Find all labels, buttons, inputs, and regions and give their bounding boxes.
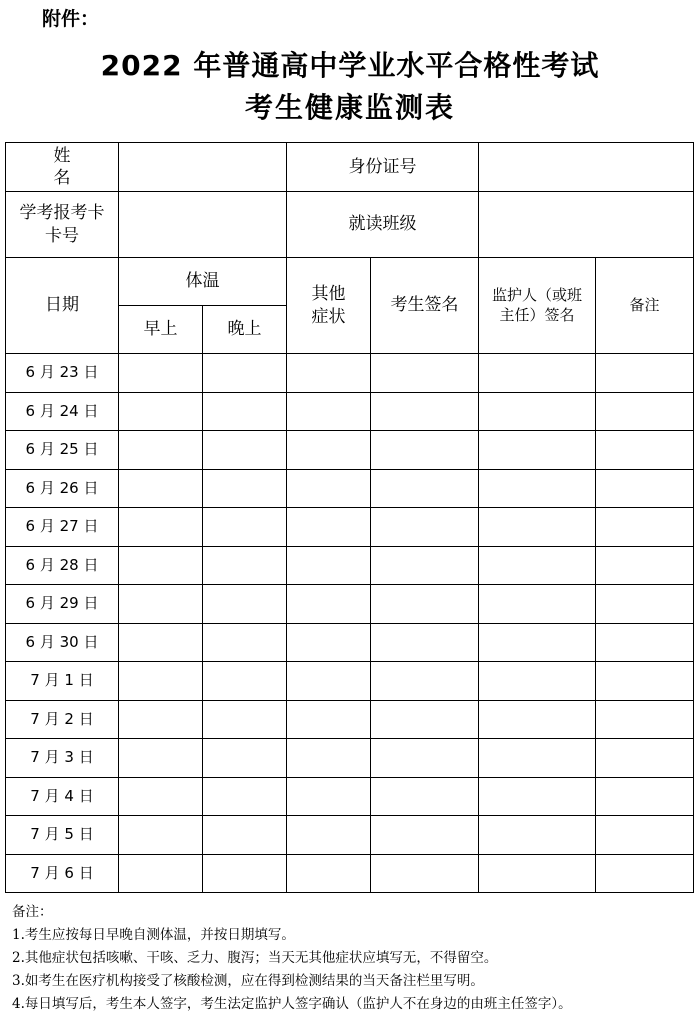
morning-temp-cell[interactable] <box>119 469 203 508</box>
date-row <box>6 662 694 701</box>
date-row <box>6 392 694 431</box>
remarks-cell[interactable] <box>596 816 694 855</box>
remarks-cell[interactable] <box>596 585 694 624</box>
morning-header: 早上 <box>119 306 203 354</box>
student-signature-cell[interactable] <box>371 392 479 431</box>
date-cell: 7 月 5 日 <box>6 816 119 855</box>
name-label: 姓 名 <box>6 143 119 192</box>
date-cell: 7 月 1 日 <box>6 662 119 701</box>
morning-temp-cell[interactable] <box>119 700 203 739</box>
header-row-1 <box>6 258 694 306</box>
evening-temp-cell[interactable] <box>203 662 287 701</box>
student-signature-cell[interactable] <box>371 546 479 585</box>
date-cell: 6 月 29 日 <box>6 585 119 624</box>
student-signature-cell[interactable] <box>371 354 479 393</box>
evening-temp-cell[interactable] <box>203 585 287 624</box>
evening-temp-cell[interactable] <box>203 777 287 816</box>
date-row <box>6 777 694 816</box>
morning-temp-cell[interactable] <box>119 392 203 431</box>
date-row <box>6 508 694 547</box>
date-cell: 6 月 27 日 <box>6 508 119 547</box>
guardian-signature-cell[interactable] <box>479 739 596 778</box>
evening-temp-cell[interactable] <box>203 854 287 893</box>
other-symptoms-cell[interactable] <box>287 739 371 778</box>
date-row <box>6 585 694 624</box>
evening-temp-cell[interactable] <box>203 392 287 431</box>
guardian-signature-cell[interactable] <box>479 816 596 855</box>
date-row <box>6 431 694 470</box>
date-row <box>6 854 694 893</box>
other-symptoms-cell[interactable] <box>287 662 371 701</box>
morning-temp-cell[interactable] <box>119 354 203 393</box>
exam-no-label: 学考报考卡卡号 <box>6 192 119 258</box>
date-row <box>6 739 694 778</box>
student-signature-header: 考生签名 <box>371 258 479 354</box>
morning-temp-cell[interactable] <box>119 431 203 470</box>
morning-temp-cell[interactable] <box>119 623 203 662</box>
student-signature-cell[interactable] <box>371 585 479 624</box>
morning-temp-cell[interactable] <box>119 662 203 701</box>
student-signature-cell[interactable] <box>371 854 479 893</box>
page-subtitle: 考生健康监测表 <box>244 91 455 124</box>
date-cell: 6 月 26 日 <box>6 469 119 508</box>
guardian-signature-header: 监护人（或班主任）签名 <box>479 258 596 354</box>
date-row <box>6 700 694 739</box>
id-field[interactable] <box>479 143 694 192</box>
evening-temp-cell[interactable] <box>203 354 287 393</box>
student-signature-cell[interactable] <box>371 739 479 778</box>
guardian-signature-cell[interactable] <box>479 392 596 431</box>
morning-temp-cell[interactable] <box>119 546 203 585</box>
remarks-cell[interactable] <box>596 854 694 893</box>
health-monitoring-table <box>5 142 694 893</box>
date-row <box>6 354 694 393</box>
student-signature-cell[interactable] <box>371 662 479 701</box>
date-cell: 7 月 4 日 <box>6 777 119 816</box>
date-cell: 6 月 23 日 <box>6 354 119 393</box>
date-cell: 7 月 3 日 <box>6 739 119 778</box>
evening-temp-cell[interactable] <box>203 816 287 855</box>
guardian-signature-cell[interactable] <box>479 469 596 508</box>
guardian-signature-cell[interactable] <box>479 508 596 547</box>
remarks-cell[interactable] <box>596 508 694 547</box>
student-signature-cell[interactable] <box>371 431 479 470</box>
remarks-cell[interactable] <box>596 662 694 701</box>
remarks-cell[interactable] <box>596 777 694 816</box>
morning-temp-cell[interactable] <box>119 585 203 624</box>
other-symptoms-header: 其他症状 <box>287 258 371 354</box>
student-signature-cell[interactable] <box>371 816 479 855</box>
student-signature-cell[interactable] <box>371 623 479 662</box>
date-cell: 7 月 6 日 <box>6 854 119 893</box>
other-symptoms-cell[interactable] <box>287 854 371 893</box>
evening-temp-cell[interactable] <box>203 431 287 470</box>
date-header: 日期 <box>6 258 119 354</box>
other-symptoms-cell[interactable] <box>287 431 371 470</box>
guardian-signature-cell[interactable] <box>479 354 596 393</box>
note-item: 1.考生应按每日早晚自测体温，并按日期填写。 <box>12 927 295 943</box>
date-row <box>6 623 694 662</box>
guardian-signature-cell[interactable] <box>479 431 596 470</box>
evening-temp-cell[interactable] <box>203 739 287 778</box>
student-signature-cell[interactable] <box>371 508 479 547</box>
guardian-signature-cell[interactable] <box>479 777 596 816</box>
evening-temp-cell[interactable] <box>203 469 287 508</box>
guardian-signature-cell[interactable] <box>479 700 596 739</box>
remarks-cell[interactable] <box>596 354 694 393</box>
other-symptoms-cell[interactable] <box>287 777 371 816</box>
note-item: 4.每日填写后，考生本人签字，考生法定监护人签字确认（监护人不在身边的由班主任签字）。 <box>12 996 572 1012</box>
remarks-cell[interactable] <box>596 700 694 739</box>
other-symptoms-cell[interactable] <box>287 816 371 855</box>
date-cell: 6 月 25 日 <box>6 431 119 470</box>
note-item: 3.如考生在医疗机构接受了核酸检测，应在得到检测结果的当天备注栏里写明。 <box>12 973 484 989</box>
student-signature-cell[interactable] <box>371 469 479 508</box>
name-field[interactable] <box>119 143 287 192</box>
morning-temp-cell[interactable] <box>119 508 203 547</box>
remarks-cell[interactable] <box>596 431 694 470</box>
notes-heading: 备注： <box>12 904 53 920</box>
student-signature-cell[interactable] <box>371 777 479 816</box>
other-symptoms-cell[interactable] <box>287 354 371 393</box>
note-item: 2.其他症状包括咳嗽、干咳、乏力、腹泻；当天无其他症状应填写无，不得留空。 <box>12 950 498 966</box>
remarks-cell[interactable] <box>596 392 694 431</box>
date-cell: 7 月 2 日 <box>6 700 119 739</box>
date-row <box>6 546 694 585</box>
notes-section <box>12 901 692 1016</box>
date-cell: 6 月 24 日 <box>6 392 119 431</box>
class-label: 就读班级 <box>287 192 479 258</box>
guardian-signature-cell[interactable] <box>479 623 596 662</box>
other-symptoms-cell[interactable] <box>287 469 371 508</box>
name-row <box>6 143 694 192</box>
evening-temp-cell[interactable] <box>203 546 287 585</box>
date-row <box>6 469 694 508</box>
morning-temp-cell[interactable] <box>119 816 203 855</box>
other-symptoms-cell[interactable] <box>287 585 371 624</box>
date-cell: 6 月 30 日 <box>6 623 119 662</box>
other-symptoms-cell[interactable] <box>287 546 371 585</box>
guardian-signature-cell[interactable] <box>479 546 596 585</box>
remarks-header: 备注 <box>596 258 694 354</box>
other-symptoms-cell[interactable] <box>287 623 371 662</box>
class-field[interactable] <box>479 192 694 258</box>
evening-header: 晚上 <box>203 306 287 354</box>
remarks-cell[interactable] <box>596 623 694 662</box>
other-symptoms-cell[interactable] <box>287 508 371 547</box>
exam-row <box>6 192 694 258</box>
student-signature-cell[interactable] <box>371 700 479 739</box>
remarks-cell[interactable] <box>596 469 694 508</box>
remarks-cell[interactable] <box>596 739 694 778</box>
morning-temp-cell[interactable] <box>119 777 203 816</box>
date-cell: 6 月 28 日 <box>6 546 119 585</box>
remarks-cell[interactable] <box>596 546 694 585</box>
morning-temp-cell[interactable] <box>119 739 203 778</box>
evening-temp-cell[interactable] <box>203 508 287 547</box>
page-title: 2022 年普通高中学业水平合格性考试 <box>100 49 600 82</box>
attachment-label: 附件： <box>42 8 100 30</box>
evening-temp-cell[interactable] <box>203 700 287 739</box>
temperature-header: 体温 <box>119 258 287 306</box>
guardian-signature-cell[interactable] <box>479 854 596 893</box>
guardian-signature-cell[interactable] <box>479 662 596 701</box>
date-row <box>6 816 694 855</box>
other-symptoms-cell[interactable] <box>287 392 371 431</box>
evening-temp-cell[interactable] <box>203 623 287 662</box>
id-label: 身份证号 <box>287 143 479 192</box>
morning-temp-cell[interactable] <box>119 854 203 893</box>
guardian-signature-cell[interactable] <box>479 585 596 624</box>
exam-no-field[interactable] <box>119 192 287 258</box>
other-symptoms-cell[interactable] <box>287 700 371 739</box>
